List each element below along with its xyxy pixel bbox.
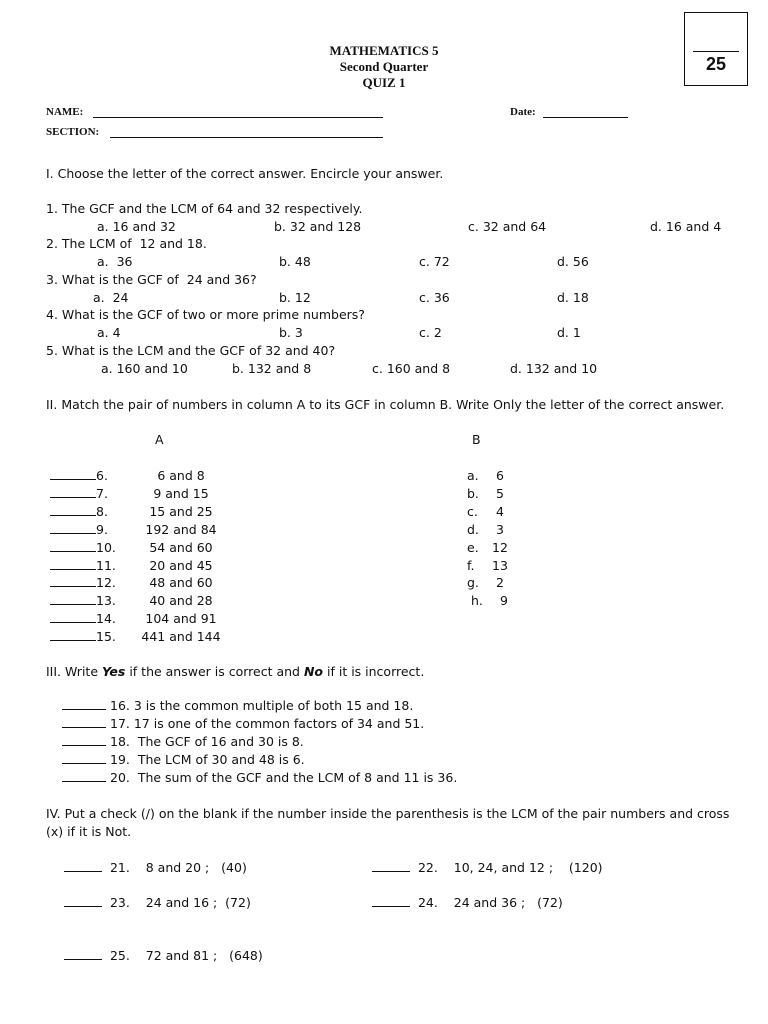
part3-instruction-suffix: if it is incorrect. xyxy=(323,664,425,679)
question-4: 4. What is the GCF of two or more prime numbers? xyxy=(46,307,365,322)
match-number-pair: 40 and 28 xyxy=(149,593,213,609)
match-item-number: 15. xyxy=(96,629,116,645)
match-answer-blank[interactable] xyxy=(50,540,96,552)
match-choice-letter: g. xyxy=(467,575,479,591)
item-25-text: 72 and 81 ; (648) xyxy=(145,948,263,963)
q1-choice-b[interactable]: b. 32 and 128 xyxy=(274,219,362,234)
part1-instruction: I. Choose the letter of the correct answer. Encircle your answer. xyxy=(46,166,444,181)
match-item-number: 14. xyxy=(96,611,116,627)
yes-no-item xyxy=(62,734,304,750)
match-choice-letter: c. xyxy=(467,503,478,519)
item-21 xyxy=(64,860,247,876)
match-choice-value: 12 xyxy=(492,539,508,555)
answer-blank-25[interactable] xyxy=(64,948,102,960)
match-row-a xyxy=(50,540,226,556)
part4-instruction-line2: (x) if it is Not. xyxy=(46,824,132,839)
yes-no-answer-blank[interactable] xyxy=(62,752,106,764)
column-a-header: A xyxy=(155,432,164,447)
q5-choice-a[interactable]: a. 160 and 10 xyxy=(101,361,188,376)
question-2: 2. The LCM of 12 and 18. xyxy=(46,236,207,251)
yes-no-answer-blank[interactable] xyxy=(62,734,106,746)
section-field[interactable] xyxy=(110,137,383,138)
yes-no-statement: 19. The LCM of 30 and 48 is 6. xyxy=(110,752,305,767)
match-answer-blank[interactable] xyxy=(50,504,96,516)
match-number-pair: 441 and 144 xyxy=(141,629,221,645)
no-keyword: No xyxy=(303,664,324,679)
match-item-number: 13. xyxy=(96,593,116,609)
column-b-header: B xyxy=(472,432,481,447)
match-number-pair: 6 and 8 xyxy=(157,468,205,483)
match-answer-blank[interactable] xyxy=(50,593,96,605)
match-item-number: 9. xyxy=(96,521,108,537)
item-23 xyxy=(64,895,251,911)
item-22 xyxy=(372,860,603,876)
match-row-a xyxy=(50,468,226,484)
match-choice-letter: h. xyxy=(471,593,483,609)
q3-choice-a[interactable]: a. 24 xyxy=(93,290,129,305)
match-answer-blank[interactable] xyxy=(50,468,96,480)
yes-no-statement: 16. 3 is the common multiple of both 15 and 18. xyxy=(110,698,414,713)
name-label: NAME: xyxy=(46,106,84,118)
quiz-subject-title: MATHEMATICS 5 xyxy=(329,43,439,58)
match-choice-value: 5 xyxy=(496,485,504,501)
q3-choice-b[interactable]: b. 12 xyxy=(279,290,311,305)
yes-no-answer-blank[interactable] xyxy=(62,716,106,728)
item-22-number: 22. xyxy=(417,860,438,875)
match-choice-letter: e. xyxy=(467,539,479,555)
quiz-number: QUIZ 1 xyxy=(362,75,406,90)
match-row-b xyxy=(467,575,511,591)
match-answer-blank[interactable] xyxy=(50,522,96,534)
match-number-pair: 48 and 60 xyxy=(149,575,213,591)
match-item-number: 8. xyxy=(96,503,108,519)
part3-instruction xyxy=(46,664,424,680)
q2-choice-d[interactable]: d. 56 xyxy=(557,254,589,269)
item-23-number: 23. xyxy=(109,895,130,910)
q4-choice-d[interactable]: d. 1 xyxy=(557,325,581,340)
answer-blank-22[interactable] xyxy=(372,860,410,872)
yes-no-statement: 17. 17 is one of the common factors of 34 and 51. xyxy=(110,716,425,731)
yes-no-statement: 20. The sum of the GCF and the LCM of 8 and 11 is 36. xyxy=(110,770,458,785)
match-number-pair: 54 and 60 xyxy=(149,539,213,555)
q3-choice-d[interactable]: d. 18 xyxy=(557,290,589,305)
yes-no-item xyxy=(62,752,305,768)
q2-choice-b[interactable]: b. 48 xyxy=(279,254,311,269)
match-row-b xyxy=(467,486,511,502)
match-row-b xyxy=(467,468,511,484)
match-row-a xyxy=(50,486,226,502)
match-choice-value: 13 xyxy=(492,557,508,573)
item-24-text: 24 and 36 ; (72) xyxy=(453,895,563,910)
match-item-number: 10. xyxy=(96,539,116,555)
match-row-a xyxy=(50,558,226,574)
yes-no-item xyxy=(62,698,413,714)
item-25 xyxy=(64,948,263,964)
q5-choice-c[interactable]: c. 160 and 8 xyxy=(372,361,451,376)
item-23-text: 24 and 16 ; (72) xyxy=(145,895,251,910)
match-row-b xyxy=(467,504,511,520)
match-answer-blank[interactable] xyxy=(50,486,96,498)
yes-no-statement: 18. The GCF of 16 and 30 is 8. xyxy=(110,734,304,749)
match-answer-blank[interactable] xyxy=(50,558,96,570)
yes-no-item xyxy=(62,716,424,732)
yes-keyword: Yes xyxy=(101,664,126,679)
yes-no-answer-blank[interactable] xyxy=(62,698,106,710)
q1-choice-c[interactable]: c. 32 and 64 xyxy=(468,219,547,234)
date-label: Date: xyxy=(510,106,536,118)
match-item-number: 7. xyxy=(96,485,108,501)
match-choice-value: 4 xyxy=(496,503,504,519)
match-row-a xyxy=(50,575,226,591)
match-row-b xyxy=(471,593,515,609)
item-21-number: 21. xyxy=(109,860,130,875)
q2-choice-a[interactable]: a. 36 xyxy=(97,254,133,269)
score-box xyxy=(684,12,748,86)
answer-blank-21[interactable] xyxy=(64,860,102,872)
match-row-a xyxy=(50,611,226,627)
question-5: 5. What is the LCM and the GCF of 32 and 40? xyxy=(46,343,336,358)
question-3: 3. What is the GCF of 24 and 36? xyxy=(46,272,257,287)
part4-instruction-line1: IV. Put a check (/) on the blank if the number inside the parenthesis is the LCM of the pair numbers and cross xyxy=(46,806,730,821)
match-choice-value: 3 xyxy=(496,521,504,537)
answer-blank-24[interactable] xyxy=(372,895,410,907)
answer-blank-23[interactable] xyxy=(64,895,102,907)
question-1: 1. The GCF and the LCM of 64 and 32 respectively. xyxy=(46,201,363,216)
match-number-pair: 104 and 91 xyxy=(145,611,217,627)
match-row-b xyxy=(467,558,511,574)
q4-choice-b[interactable]: b. 3 xyxy=(279,325,303,340)
part3-instruction-prefix: III. Write xyxy=(46,664,102,679)
item-24-number: 24. xyxy=(417,895,438,910)
match-answer-blank[interactable] xyxy=(50,611,96,623)
match-choice-letter: d. xyxy=(467,521,479,537)
item-21-text: 8 and 20 ; (40) xyxy=(145,860,247,875)
q4-choice-c[interactable]: c. 2 xyxy=(419,325,442,340)
item-22-text: 10, 24, and 12 ; (120) xyxy=(453,860,603,875)
match-choice-value: 6 xyxy=(496,468,504,483)
part2-instruction: II. Match the pair of numbers in column A to its GCF in column B. Write Only the letter of the correct answer. xyxy=(46,397,725,412)
match-number-pair: 20 and 45 xyxy=(149,557,213,573)
q4-choice-a[interactable]: a. 4 xyxy=(97,325,121,340)
match-item-number: 6. xyxy=(96,468,108,483)
match-number-pair: 9 and 15 xyxy=(153,485,209,501)
match-row-a xyxy=(50,629,226,645)
q1-choice-a[interactable]: a. 16 and 32 xyxy=(97,219,176,234)
q5-choice-b[interactable]: b. 132 and 8 xyxy=(232,361,312,376)
match-number-pair: 192 and 84 xyxy=(145,521,217,537)
match-answer-blank[interactable] xyxy=(50,575,96,587)
match-choice-value: 2 xyxy=(496,575,504,591)
match-item-number: 12. xyxy=(96,575,116,591)
name-field[interactable] xyxy=(93,117,383,118)
match-row-b xyxy=(467,522,511,538)
match-choice-letter: b. xyxy=(467,485,479,501)
item-25-number: 25. xyxy=(109,948,130,963)
match-number-pair: 15 and 25 xyxy=(149,503,213,519)
match-choice-letter: f. xyxy=(467,557,475,573)
match-row-a xyxy=(50,593,226,609)
match-row-b xyxy=(467,540,511,556)
q2-choice-c[interactable]: c. 72 xyxy=(419,254,450,269)
match-row-a xyxy=(50,522,226,538)
match-answer-blank[interactable] xyxy=(50,629,96,641)
part3-instruction-mid: if the answer is correct and xyxy=(125,664,304,679)
quiz-quarter: Second Quarter xyxy=(339,59,429,74)
item-24 xyxy=(372,895,563,911)
match-choice-letter: a. xyxy=(467,468,479,483)
q5-choice-d[interactable]: d. 132 and 10 xyxy=(510,361,598,376)
yes-no-answer-blank[interactable] xyxy=(62,770,106,782)
q3-choice-c[interactable]: c. 36 xyxy=(419,290,450,305)
match-row-a xyxy=(50,504,226,520)
yes-no-item xyxy=(62,770,457,786)
match-choice-value: 9 xyxy=(500,593,508,609)
section-label: SECTION: xyxy=(46,126,100,138)
q1-choice-d[interactable]: d. 16 and 4 xyxy=(650,219,722,234)
date-field[interactable] xyxy=(543,117,628,118)
score-blank-line xyxy=(693,51,739,52)
score-total: 25 xyxy=(705,54,727,74)
match-item-number: 11. xyxy=(96,557,116,573)
